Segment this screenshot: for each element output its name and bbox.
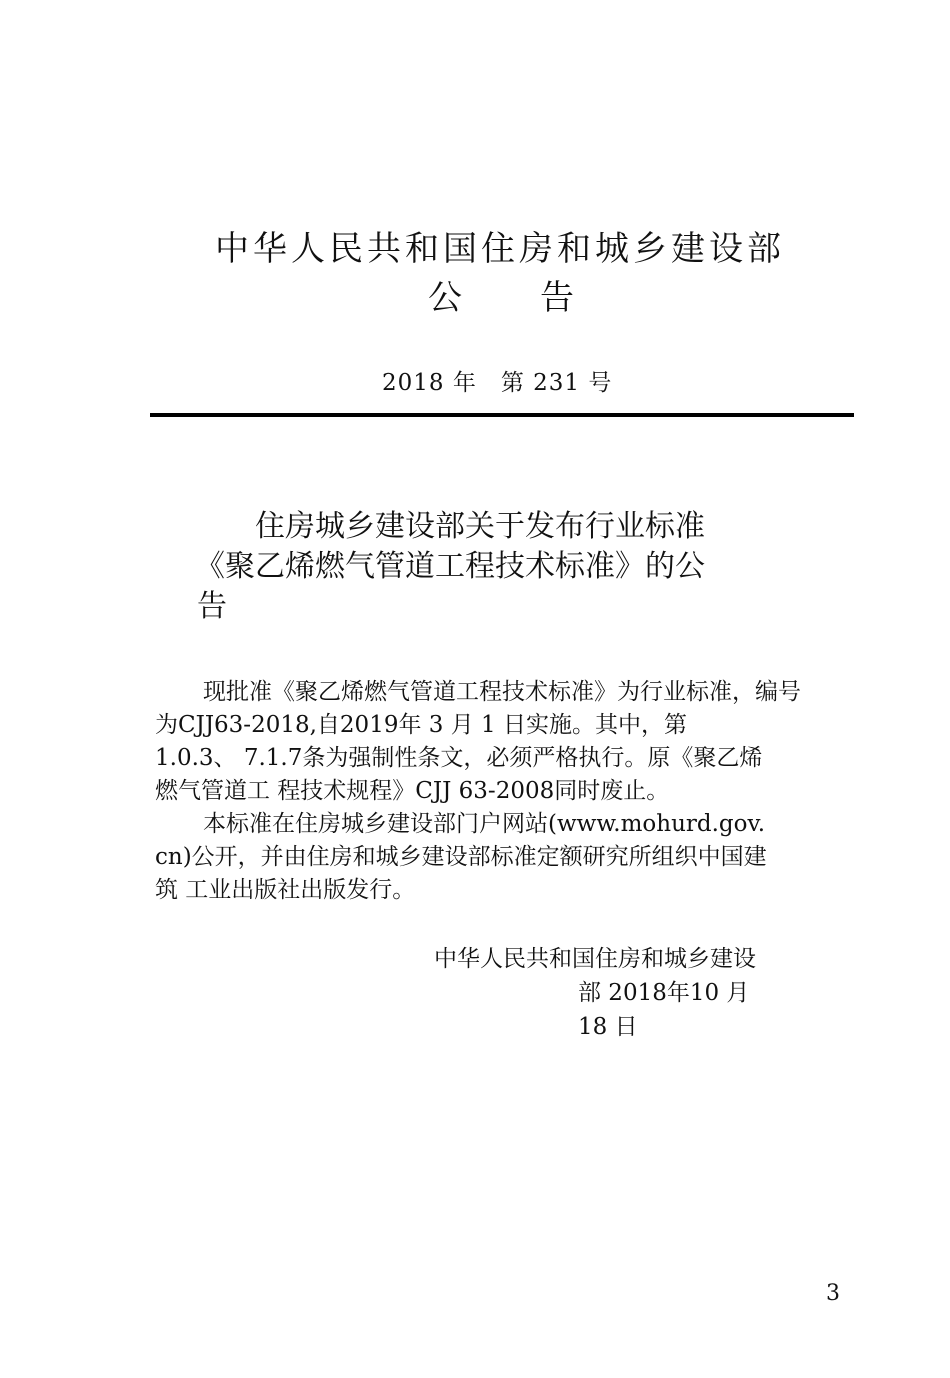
body-line: 1.0.3、 7.1.7条为强制性条文，必须严格执行。原《聚乙烯 [155, 745, 763, 771]
notice-char-1: 公 [428, 278, 462, 318]
title-line-3: 告 [197, 589, 227, 624]
page-number: 3 [826, 1281, 840, 1306]
document-title [197, 507, 797, 627]
notice-char-2: 告 [540, 278, 574, 318]
signature-block [434, 942, 756, 1044]
body-line: cn)公开，并由住房和城乡建设部标准定额研究所组织中国建 [155, 844, 767, 870]
body-line: 现批准《聚乙烯燃气管道工程技术标准》为行业标准，编号 [203, 679, 801, 705]
notice-label [428, 276, 574, 320]
document-body [155, 676, 865, 907]
ministry-name: 中华人民共和国住房和城乡建设部 [215, 229, 785, 269]
body-line: 为CJJ63-2018,自2019年 3 月 1 日实施。其中，第 [155, 712, 687, 738]
signature-line-2: 部 2018年10 月 [578, 980, 750, 1006]
signature-line-1: 中华人民共和国住房和城乡建设 [434, 946, 756, 972]
ministry-header [0, 227, 950, 271]
body-line: 燃气管道工 程技术规程》CJJ 63-2008同时废止。 [155, 778, 670, 804]
title-line-2: 《聚乙烯燃气管道工程技术标准》的公 [195, 549, 705, 584]
header-divider [150, 413, 854, 417]
issue-number: 2018 年 第 231 号 [382, 370, 613, 396]
body-line: 筑 工业出版社出版发行。 [155, 877, 416, 903]
title-line-1: 住房城乡建设部关于发布行业标准 [255, 509, 705, 544]
signature-line-3: 18 日 [578, 1014, 638, 1040]
body-line: 本标准在住房城乡建设部门户网站(www.mohurd.gov. [203, 811, 766, 837]
